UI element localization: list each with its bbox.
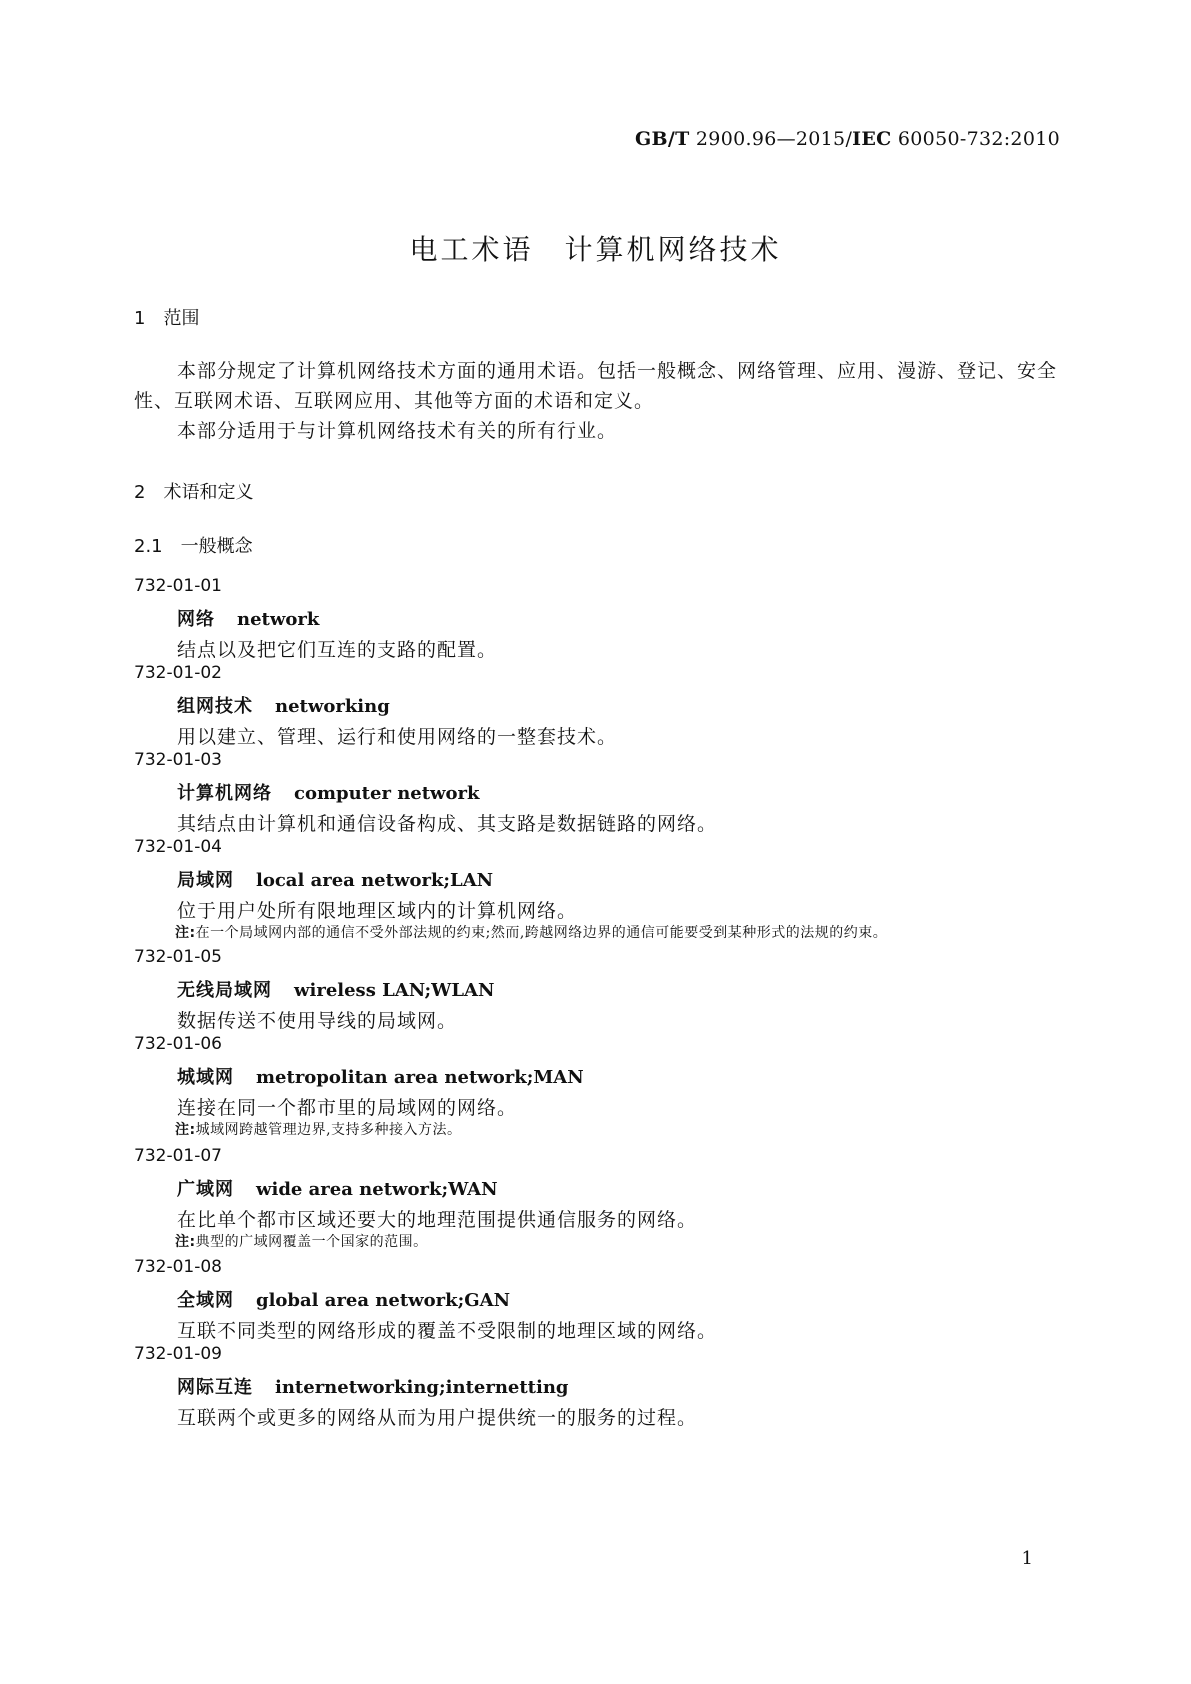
term-definition: 数据传送不使用导线的局域网。 [177, 1010, 458, 1032]
term-definition: 其结点由计算机和通信设备构成、其支路是数据链路的网络。 [177, 813, 718, 835]
term-zh: 全域网 [177, 1290, 234, 1311]
scope-paragraph-line-1: 本部分规定了计算机网络技术方面的通用术语。包括一般概念、网络管理、应用、漫游、登记、安全 [177, 360, 1058, 382]
term-definition: 互联两个或更多的网络从而为用户提供统一的服务的过程。 [177, 1407, 698, 1429]
term-en: global area network;GAN [256, 1290, 511, 1311]
section-number: 1 [134, 308, 146, 329]
standard-code-header [635, 128, 1060, 150]
term-note [175, 922, 887, 942]
term-name [177, 1063, 584, 1089]
term-en: network [237, 609, 320, 630]
term-zh: 广域网 [177, 1179, 234, 1200]
term-definition: 结点以及把它们互连的支路的配置。 [177, 639, 498, 661]
term-zh: 无线局域网 [177, 980, 272, 1001]
term-en: internetworking;internetting [275, 1377, 569, 1398]
section-1-heading [134, 304, 199, 330]
term-en: wireless LAN;WLAN [294, 980, 495, 1001]
note-label: 注: [175, 1122, 196, 1138]
section-number: 2 [134, 482, 146, 503]
term-zh: 局域网 [177, 870, 234, 891]
standard-code-prefix: GB/T [635, 128, 690, 150]
term-name [177, 866, 493, 892]
term-note [175, 1119, 462, 1139]
term-code: 732-01-07 [134, 1146, 222, 1166]
term-code: 732-01-01 [134, 576, 222, 596]
iec-prefix: IEC [852, 128, 892, 150]
note-text: 在一个局域网内部的通信不受外部法规的约束;然而,跨越网络边界的通信可能要受到某种形式的法规的约束。 [195, 925, 888, 941]
term-zh: 组网技术 [177, 696, 253, 717]
term-name [177, 605, 319, 631]
term-en: computer network [294, 783, 480, 804]
page-number: 1 [1021, 1548, 1033, 1569]
document-title: 电工术语 计算机网络技术 [409, 233, 782, 266]
section-2-heading [134, 478, 253, 504]
term-code: 732-01-08 [134, 1257, 222, 1277]
term-zh: 网络 [177, 609, 215, 630]
scope-paragraph-line-2: 性、互联网术语、互联网应用、其他等方面的术语和定义。 [134, 390, 655, 412]
term-zh: 计算机网络 [177, 783, 272, 804]
term-definition: 互联不同类型的网络形成的覆盖不受限制的地理区域的网络。 [177, 1320, 718, 1342]
iec-code-number: 60050-732:2010 [897, 128, 1060, 150]
section-title: 术语和定义 [163, 482, 254, 503]
term-zh: 网际互连 [177, 1377, 253, 1398]
note-text: 典型的广域网覆盖一个国家的范围。 [195, 1234, 428, 1250]
scope-paragraph-2: 本部分适用于与计算机网络技术有关的所有行业。 [177, 420, 618, 442]
section-title: 范围 [163, 308, 200, 329]
standard-code-number: 2900.96—2015/ [695, 128, 853, 150]
term-zh: 城域网 [177, 1067, 234, 1088]
term-en: local area network;LAN [256, 870, 494, 891]
term-code: 732-01-03 [134, 750, 222, 770]
term-en: wide area network;WAN [256, 1179, 498, 1200]
term-name [177, 1286, 510, 1312]
note-label: 注: [175, 925, 196, 941]
term-definition: 连接在同一个都市里的局域网的网络。 [177, 1097, 518, 1119]
term-en: networking [275, 696, 390, 717]
term-definition: 在比单个都市区域还要大的地理范围提供通信服务的网络。 [177, 1209, 698, 1231]
term-name [177, 1373, 569, 1399]
term-name [177, 779, 480, 805]
term-note [175, 1231, 428, 1251]
term-code: 732-01-02 [134, 663, 222, 683]
term-name [177, 692, 390, 718]
term-definition: 位于用户处所有限地理区域内的计算机网络。 [177, 900, 578, 922]
section-number: 2.1 [134, 536, 163, 557]
note-label: 注: [175, 1234, 196, 1250]
section-title: 一般概念 [180, 536, 253, 557]
term-en: metropolitan area network;MAN [256, 1067, 584, 1088]
term-name [177, 976, 494, 1002]
term-code: 732-01-05 [134, 947, 222, 967]
term-code: 732-01-04 [134, 837, 222, 857]
term-code: 732-01-09 [134, 1344, 222, 1364]
section-2-1-heading [134, 532, 253, 558]
term-code: 732-01-06 [134, 1034, 222, 1054]
term-definition: 用以建立、管理、运行和使用网络的一整套技术。 [177, 726, 618, 748]
term-name [177, 1175, 498, 1201]
note-text: 城域网跨越管理边界,支持多种接入方法。 [195, 1122, 462, 1138]
